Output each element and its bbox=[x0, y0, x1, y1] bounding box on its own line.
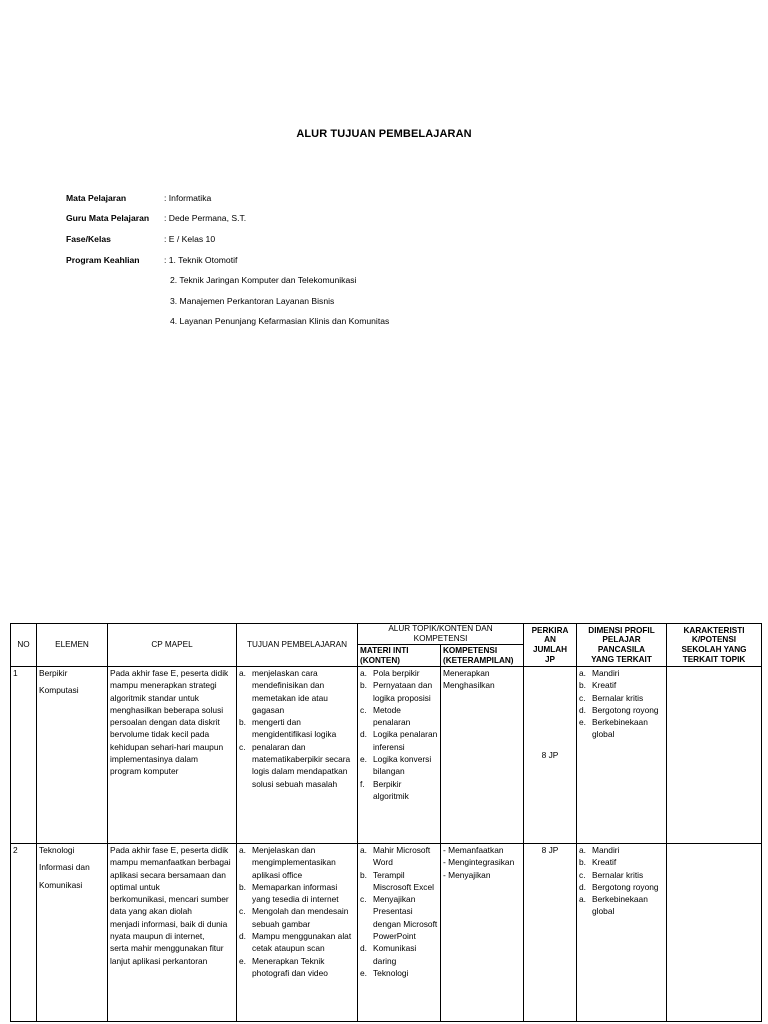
cp-paragraph: Pada akhir fase E, peserta didik mampu memanfaatkan berbagai aplikasi secara bersamaan dan optimal untuk bbox=[110, 845, 231, 892]
program-item-4: 4. Layanan Penunjang Kefarmasian Klinis dan Komunitas bbox=[170, 316, 390, 326]
header-materi-line: MATERI INTI bbox=[360, 645, 409, 655]
list-item: c. Bernalar kritis bbox=[579, 869, 644, 880]
cell-materi bbox=[358, 844, 441, 1022]
header-dimensi-line: DIMENSI PROFIL bbox=[588, 625, 655, 635]
list-item: e. Berkebinekaan global bbox=[579, 717, 648, 740]
cell-karakteristik bbox=[667, 667, 762, 844]
cp-paragraph: kehidupan sehari-hari maupun implementasinya dalam bbox=[110, 741, 224, 765]
header-cp: CP MAPEL bbox=[108, 624, 237, 667]
info-value: : Informatika bbox=[164, 193, 212, 203]
cell-elemen bbox=[37, 844, 108, 1022]
list-item: f. Berpikir algoritmik bbox=[360, 778, 409, 801]
elemen-line: Komputasi bbox=[39, 685, 79, 696]
cell-dimensi bbox=[577, 844, 667, 1022]
cp-paragraph: program komputer bbox=[110, 766, 179, 777]
elemen-line: Komunikasi bbox=[39, 879, 83, 890]
header-dimensi-line: PANCASILA bbox=[597, 645, 646, 654]
list-item: c. Bernalar kritis bbox=[579, 692, 644, 703]
header-dimensi-line: YANG TERKAIT bbox=[591, 654, 652, 664]
header-kompetensi-line: (KETERAMPILAN) bbox=[443, 655, 514, 665]
header-tujuan: TUJUAN PEMBELAJARAN bbox=[237, 624, 358, 667]
header-jp bbox=[524, 624, 577, 667]
header-jp-line: AN bbox=[544, 635, 556, 645]
list-item: d. Bergotong royong bbox=[579, 881, 659, 892]
kompetensi-line: Menghasilkan bbox=[443, 680, 495, 691]
header-materi bbox=[358, 645, 441, 667]
cp-paragraph: algoritmik standar untuk menghasilkan beberapa solusi bbox=[110, 692, 224, 715]
info-key: Mata Pelajaran bbox=[66, 193, 127, 203]
header-elemen: ELEMEN bbox=[37, 624, 108, 667]
header-karak-line: SEKOLAH YANG bbox=[681, 645, 747, 654]
cell-cp bbox=[108, 844, 237, 1022]
cell-jp: 8 JP bbox=[524, 844, 577, 1022]
header-alur-line: ALUR TOPIK/KONTEN DAN bbox=[388, 624, 493, 634]
elemen-line: Informasi dan bbox=[39, 862, 90, 873]
cell-materi bbox=[358, 667, 441, 844]
kompetensi-line: - Menyajikan bbox=[443, 869, 491, 880]
program-item-2: 2. Teknik Jaringan Komputer dan Telekomunikasi bbox=[170, 275, 357, 285]
cell-elemen bbox=[37, 667, 108, 844]
header-dimensi-line: PELAJAR bbox=[602, 635, 641, 645]
document-title: ALUR TUJUAN PEMBELAJARAN bbox=[296, 128, 472, 140]
list-item: a. Pola berpikir bbox=[360, 668, 420, 678]
cell-tujuan bbox=[237, 667, 358, 844]
info-value: : 1. Teknik Otomotif bbox=[164, 255, 238, 265]
list-item: a. Berkebinekaan global bbox=[579, 894, 648, 917]
info-value: : Dede Permana, S.T. bbox=[164, 213, 247, 223]
list-item: c. Menyajikan Presentasi dengan Microsoft PowerPoint bbox=[360, 894, 438, 942]
cell-kompetensi bbox=[441, 844, 524, 1022]
list-item: c. Metode penalaran bbox=[360, 704, 411, 728]
header-jp-line: JP bbox=[544, 654, 555, 664]
list-item: b. Memaparkan informasi yang tesedia di internet bbox=[239, 881, 339, 905]
cp-paragraph: menjadi informasi, baik di dunia nyata maupun di internet, bbox=[110, 918, 228, 942]
list-item: a. Menjelaskan dan mengimplementasikan aplikasi office bbox=[239, 845, 336, 880]
list-item: a. Mahir Microsoft Word bbox=[360, 845, 431, 868]
kompetensi-line: - Mengintegrasikan bbox=[443, 857, 515, 868]
header-jp-line: PERKIRA bbox=[531, 625, 569, 635]
header-karak-line: KARAKTERISTI bbox=[683, 625, 745, 635]
info-key: Guru Mata Pelajaran bbox=[66, 213, 150, 223]
info-key: Program Keahlian bbox=[66, 255, 140, 265]
program-item-3: 3. Manajemen Perkantoran Layanan Bisnis bbox=[170, 296, 335, 306]
table-row bbox=[11, 844, 762, 1022]
list-item: a. Mandiri bbox=[579, 668, 620, 678]
table-row bbox=[11, 667, 762, 844]
list-item: d. Mampu menggunakan alat cetak ataupun scan bbox=[239, 931, 352, 954]
list-item: c. Mengolah dan mendesain sebuah gambar bbox=[239, 906, 349, 929]
cp-paragraph: persoalan dengan data diskrit bervolume tidak kecil pada bbox=[110, 717, 220, 740]
list-item: e. Menerapkan Teknik photografi dan video bbox=[239, 955, 328, 978]
list-item: d. Bergotong royong bbox=[579, 704, 659, 715]
atp-table bbox=[10, 623, 762, 1022]
cell-kompetensi bbox=[441, 667, 524, 844]
list-item: c. penalaran dan matematikaberpikir secara logis dalam mendapatkan solusi sebuah masalah bbox=[239, 741, 351, 789]
cell-tujuan bbox=[237, 844, 358, 1022]
list-item: e. Logika konversi bilangan bbox=[360, 754, 432, 777]
header-materi-line: (KONTEN) bbox=[360, 655, 401, 665]
cp-paragraph: berkomunikasi, mencari sumber data yang akan diolah bbox=[110, 894, 229, 917]
header-karak-line: TERKAIT TOPIK bbox=[682, 654, 746, 664]
list-item: b. Terampil Miscrosoft Excel bbox=[360, 869, 434, 892]
list-item: b. Kreatif bbox=[579, 680, 617, 691]
list-item: d. Komunikasi daring bbox=[360, 943, 417, 966]
list-item: a. Mandiri bbox=[579, 845, 620, 855]
kompetensi-line: - Memanfaatkan bbox=[443, 845, 504, 855]
list-item: b. mengerti dan mengidentifikasi logika bbox=[239, 717, 337, 740]
list-item: d. Logika penalaran inferensi bbox=[360, 729, 438, 752]
elemen-line: Teknologi bbox=[39, 845, 75, 855]
header-karakteristik bbox=[667, 624, 762, 667]
header-no: NO bbox=[11, 624, 37, 667]
elemen-line: Berpikir bbox=[39, 668, 68, 678]
cp-paragraph: Pada akhir fase E, peserta didik mampu menerapkan strategi bbox=[110, 668, 229, 691]
header-alur bbox=[358, 624, 524, 645]
cell-jp: 8 JP bbox=[524, 667, 577, 844]
cp-paragraph: serta mahir menggunakan fitur lanjut aplikasi perkantoran bbox=[110, 943, 224, 966]
header-kompetensi-line: KOMPETENSI bbox=[443, 645, 498, 655]
header-dimensi bbox=[577, 624, 667, 667]
header-karak-line: K/POTENSI bbox=[691, 635, 737, 645]
info-value: : E / Kelas 10 bbox=[164, 234, 216, 244]
header-alur-line: KOMPETENSI bbox=[413, 634, 468, 643]
header-kompetensi bbox=[441, 645, 524, 667]
cell-no: 1 bbox=[11, 667, 37, 844]
list-item: e. Teknologi bbox=[360, 967, 409, 978]
list-item: b. Kreatif bbox=[579, 857, 617, 868]
cell-karakteristik bbox=[667, 844, 762, 1022]
list-item: b. Pernyataan dan logika proposisi bbox=[360, 680, 433, 703]
list-item: a. menjelaskan cara mendefinisikan dan memetakan ide atau gagasan bbox=[239, 668, 328, 715]
cell-cp bbox=[108, 667, 237, 844]
kompetensi-line: Menerapkan bbox=[443, 668, 490, 678]
cell-dimensi bbox=[577, 667, 667, 844]
header-jp-line: JUMLAH bbox=[532, 645, 568, 654]
cell-no: 2 bbox=[11, 844, 37, 1022]
info-key: Fase/Kelas bbox=[66, 234, 111, 244]
